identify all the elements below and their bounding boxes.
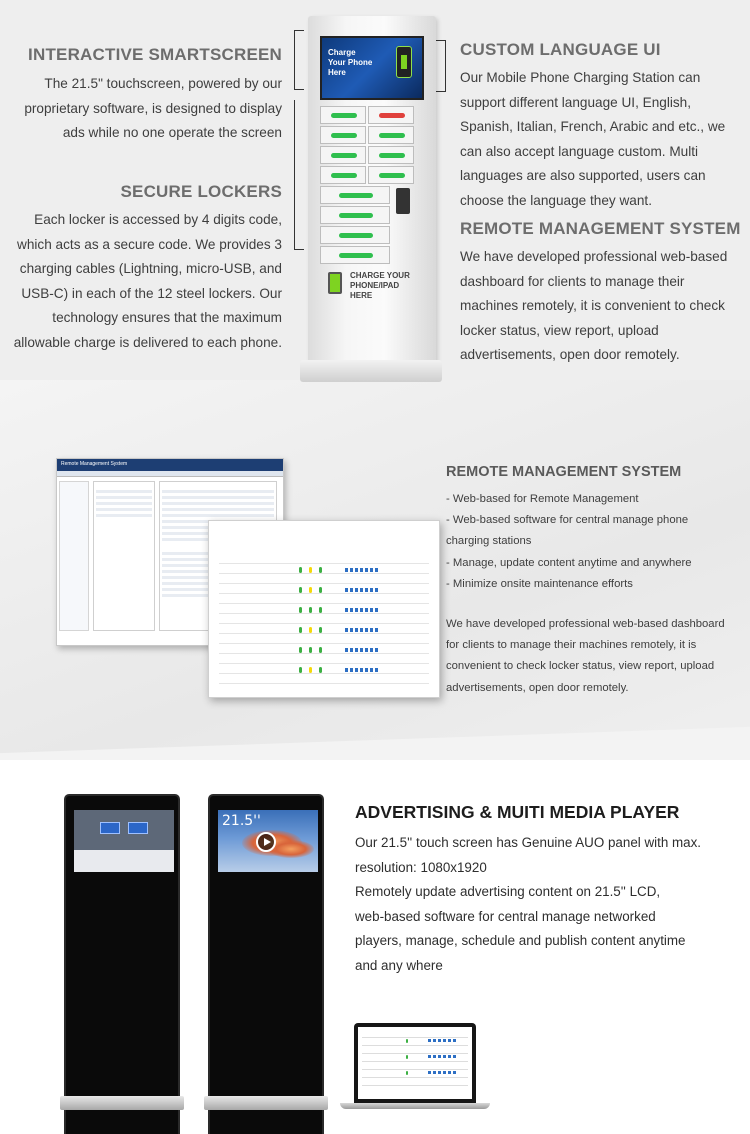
- remote-management-heading: REMOTE MANAGEMENT SYSTEM: [446, 464, 682, 480]
- text-line: support different language UI, English,: [460, 94, 691, 110]
- text-line: allowable charge is delivered to each phone.: [13, 334, 282, 350]
- custom-language-title: CUSTOM LANGUAGE UI: [460, 40, 661, 59]
- media-totem-2: [208, 794, 324, 1134]
- kiosk-screen: [320, 36, 424, 100]
- locker-door: [320, 106, 366, 124]
- screen-strip: [74, 850, 174, 872]
- text-line: Our Mobile Phone Charging Station can: [460, 70, 701, 85]
- phone-icon: [396, 46, 412, 78]
- kiosk-base: [300, 360, 442, 382]
- remote-management-title: REMOTE MANAGEMENT SYSTEM: [460, 219, 741, 238]
- text-line: choose the language they want.: [460, 192, 652, 208]
- locker-door: [368, 146, 414, 164]
- screen-size-label: 21.5'': [222, 813, 261, 829]
- text-line: Remotely update advertising content on 21.5'' LCD,: [355, 884, 661, 900]
- locker-door: [368, 126, 414, 144]
- remote-management-text: [460, 245, 727, 368]
- bullet-item: - Web-based software for central manage phone: [446, 514, 689, 527]
- text-line: languages are also supported, users can: [460, 168, 706, 184]
- totem-stand-2: [204, 1096, 328, 1110]
- right-bracket: [436, 40, 446, 92]
- dashboard-screenshot-2: [208, 520, 440, 698]
- bullet-item: - Web-based for Remote Management: [446, 493, 639, 505]
- text-line: ads while no one operate the screen: [62, 125, 282, 141]
- dashboard-sidebar: [59, 481, 89, 631]
- media-totem-1: [64, 794, 180, 1134]
- dashboard-panel: [93, 481, 155, 631]
- text-line: advertisements, open door remotely.: [460, 347, 680, 363]
- text-line: players, manage, schedule and publish content anytime: [355, 933, 686, 949]
- text-line: proprietary software, is designed to display: [24, 100, 282, 116]
- text-line: for clients to manage their machines remotely, it is: [446, 639, 697, 652]
- locker-door: [320, 226, 390, 244]
- interactive-smartscreen-title: INTERACTIVE SMARTSCREEN: [28, 45, 282, 64]
- text-line: Each locker is accessed by 4 digits code,: [34, 212, 282, 227]
- text-line: We have developed professional web-based: [460, 249, 728, 264]
- laptop-icon: [354, 1023, 476, 1103]
- bullet-item: - Manage, update content anytime and anywhere: [446, 556, 692, 569]
- laptop-base: [340, 1103, 490, 1109]
- totem-screen-video: [218, 810, 318, 872]
- remote-management-bullets: [446, 489, 692, 595]
- text-line: advertisements, open door remotely.: [446, 681, 629, 694]
- dashboard-header: Remote Management System: [57, 459, 283, 471]
- custom-language-text: [460, 66, 725, 214]
- play-icon[interactable]: [256, 832, 276, 852]
- text-line: machines remotely, it is convenient to check: [460, 298, 725, 314]
- secure-lockers-title: SECURE LOCKERS: [120, 182, 282, 201]
- media-player-title: ADVERTISING & MUITI MEDIA PLAYER: [355, 802, 680, 822]
- text-line: locker status, view report, upload: [460, 322, 659, 338]
- locker-door: [320, 146, 366, 164]
- interactive-smartscreen-text: [24, 72, 282, 146]
- text-line: convenient to check locker status, view report, upload: [446, 660, 715, 673]
- text-line: Our 21.5'' touch screen has Genuine AUO panel with max.: [355, 835, 702, 850]
- text-line: Spanish, Italian, French, Arabic and etc., we: [460, 119, 726, 135]
- locker-door: [320, 246, 390, 264]
- text-line: resolution: 1080x1920: [355, 859, 487, 875]
- screen-button: [100, 822, 120, 834]
- text-line: and any where: [355, 957, 443, 973]
- remote-management-paragraph: [446, 614, 725, 699]
- secure-lockers-text: [14, 208, 282, 356]
- locker-door: [320, 126, 366, 144]
- bullet-item: - Minimize onsite maintenance efforts: [446, 577, 633, 590]
- text-line: USB-C) in each of the 12 steel lockers. Our: [21, 285, 282, 301]
- text-line: We have developed professional web-based dashboard: [446, 618, 725, 630]
- keypad-icon: [396, 188, 410, 214]
- screen-button: [128, 822, 148, 834]
- text-line: dashboard for clients to manage their: [460, 273, 685, 289]
- locker-door: [320, 206, 390, 224]
- battery-icon: [328, 272, 342, 294]
- text-line: web-based software for central manage networked: [355, 908, 656, 924]
- text-line: which acts as a secure code. We provides 3: [17, 236, 282, 252]
- charging-kiosk: [308, 16, 436, 366]
- laptop-dashboard: [358, 1027, 472, 1099]
- bullet-item: charging stations: [446, 535, 532, 548]
- kiosk-label: CHARGE YOUR PHONE/IPAD HERE: [350, 271, 410, 300]
- text-line: technology ensures that the maximum: [52, 310, 282, 326]
- text-line: charging cables (Lightning, micro-USB, and: [19, 261, 282, 277]
- totem-stand-1: [60, 1096, 184, 1110]
- locker-door: [368, 106, 414, 124]
- locker-door: [320, 186, 390, 204]
- dashboard-toolbar: [57, 471, 283, 477]
- locker-door: [320, 166, 366, 184]
- text-line: The 21.5" touchscreen, powered by our: [44, 76, 282, 91]
- totem-screen-ui: [74, 810, 174, 872]
- media-player-text: [355, 831, 701, 979]
- kiosk-screen-text: Charge Your Phone Here: [328, 48, 373, 77]
- left-bottom-bracket: [294, 100, 304, 250]
- text-line: can also accept language custom. Multi: [460, 143, 699, 159]
- locker-door: [368, 166, 414, 184]
- left-top-bracket: [294, 30, 304, 90]
